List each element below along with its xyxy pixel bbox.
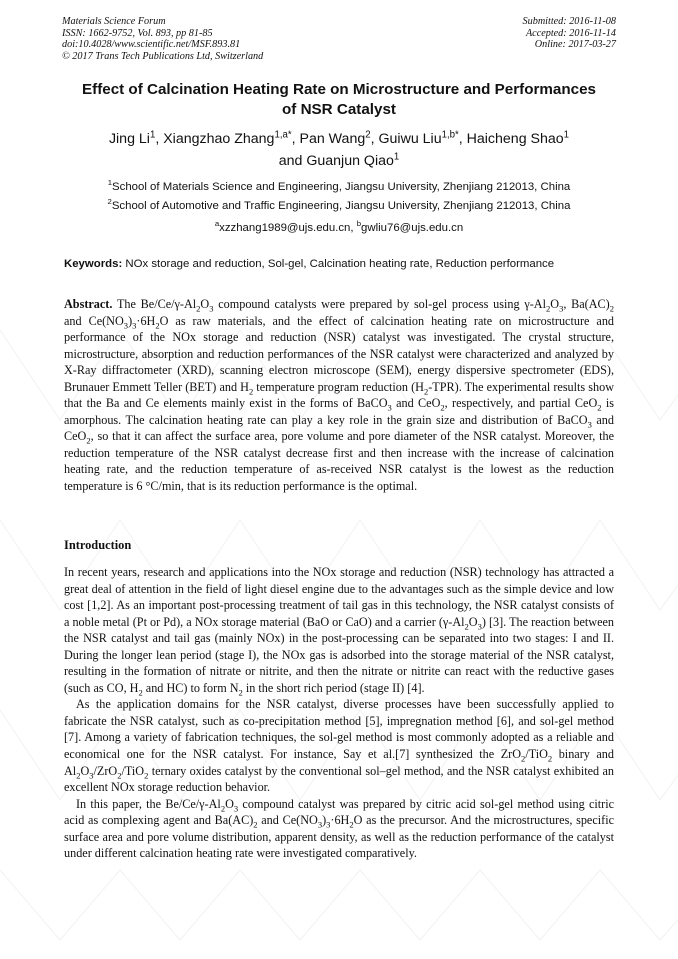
keywords (64, 258, 624, 270)
journal-name: Materials Science Forum (62, 16, 166, 27)
author-conjunction: and (278, 153, 303, 169)
affil-text: School of Automotive and Traffic Engineering, Jiangsu University, Zhenjiang 212013, China (111, 200, 571, 212)
paper-title (40, 80, 638, 120)
keywords-label: Keywords: (64, 258, 123, 270)
author-name: Pan Wang (299, 131, 366, 147)
author-name: Xiangzhao Zhang (163, 131, 275, 147)
author-name: Haicheng Shao (466, 131, 564, 147)
author-affil-mark: 1 (563, 129, 570, 141)
submitted-date: Submitted: 2016-11-08 (522, 16, 616, 27)
affil-number: 2 (107, 197, 112, 207)
email-a[interactable]: xzzhang1989@ujs.edu.cn, (219, 222, 354, 234)
copyright-line: © 2017 Trans Tech Publications Ltd, Switzerland (62, 50, 264, 62)
issn-line: ISSN: 1662-9752, Vol. 893, pp 81-85 (62, 27, 213, 39)
accepted-date: Accepted: 2016-11-14 (525, 27, 616, 39)
email-line (40, 220, 638, 236)
author-affil-mark: 2 (365, 129, 371, 141)
author-list: Jing Li$^1$, Xiangzhao Zhang$^{1,a*}$, Pan Wang$^2$, Guiwu Liu$^{1,b*}$, Haicheng Shao$^1$ and Guanjun Qiao$^1$ (108, 129, 570, 169)
journal-header (62, 16, 263, 62)
author-name: Guanjun Qiao (306, 153, 394, 169)
affiliation-2 (40, 198, 638, 214)
author-affil-mark: 1 (393, 151, 400, 163)
dates-header (523, 16, 616, 51)
title-line-2: of NSR Catalyst (282, 101, 396, 118)
intro-paragraph-2: As the application domains for the NSR catalyst, diverse processes have been successfully applied to fabricate the NSR catalyst, such as co-precipitation method [5], impregnation method [6], and sol-gel method [7]. Among a variety of fabrication techniques, the sol-gel method is most commonly adopted as a reliable and economical one for the NSR catalyst. For instance, Say et al.[7] synthesized the ZrO$_2$/TiO$_2$ binary and $Al_2O_3/ZrO_2/TiO_2$ ternary oxides catalyst by the conventional sol–gel method, and the NSR catalyst exhibited an excellent NOx storage reduction behavior. (64, 697, 614, 795)
doi-link[interactable]: doi:10.4028/www.scientific.net/MSF.893.81 (62, 39, 241, 50)
affil-number: 1 (107, 178, 113, 188)
online-date: Online: 2017-03-27 (534, 39, 616, 50)
abstract-label: Abstract. (64, 297, 113, 311)
author-affil-mark: 1,b* (441, 129, 459, 141)
affiliation-1 (40, 179, 638, 195)
section-heading-introduction: Introduction (64, 538, 132, 552)
email-mark: b (356, 219, 362, 229)
author-affil-mark: 1 (149, 129, 156, 141)
introduction-body (64, 564, 614, 862)
author-name: Guiwu Liu (378, 131, 442, 147)
intro-paragraph-1: In recent years, research and applications into the NOx storage and reduction (NSR) technology has attracted a great deal of attention in the field of light diesel engine due to the advantages such as the simple device and low cost [1,2]. As an important post-processing treatment of tail gas in this technology, the NSR catalyst consists of a noble metal (Pt or Pd), a NOx storage material (BaO or CaO) and a carrier $(\gamma-Al_2O_3)$ [3]. The reaction between the NSR catalyst and tail gas (mainly NOx) in the post-processing can be separated into two stages: I and II. During the longer lean period (stage I), the NOx gas is adsorbed into the storage material of the NSR catalyst, resulting in the formation of nitrate or nitrite, and then the nitrate or nitrite can react with the reductive gases (such as CO, $H_2$ and HC) to form $N_2$ in the short rich period (stage II) [4]. (64, 565, 614, 698)
intro-paragraph-3: In this paper, the $Be/Ce/\gamma-Al_2O_3$ compound catalyst was prepared by citric acid sol-gel method using citric acid as complexing agent and $Ba(AC)_2$ and $Ce(NO_3)_3\cdot 6H_2O$ as the precursor. And the microstructures, specific surface area and pore volume distribution, apparent density, as well as the reduction performance of the catalyst under different calcination heating rate were investigated comparatively. (64, 796, 614, 861)
abstract: Abstract. The $Be/Ce/\gamma-Al_2O_3$ compound catalysts were prepared by sol-gel process using $\gamma-Al_2O_3$, $Ba(AC)_2$ and $Ce(NO_3)_3\cdot 6H_2O$ as raw materials, and the effect of calcination heating rate on microstructure and performance of the NOx storage and reduction (NSR) catalyst was investigated. The crystal structure, microstructure, absorption and reduction performances of the NSR catalyst were characterized and analyzed by X-Ray diffractometer (XRD), scanning electron microscope (SEM), energy dispersive spectrometer (EDS), Brunauer Emmett Teller (BET) and $H_2$ temperature program reduction $(H_2-TPR)$. The experimental results show that the Ba and Ce elements mainly exist in the forms of BaCO$_3$ and CeO$_2$, respectively, and partial CeO$_2$ is amorphous. The calcination heating rate can play a key role in the grain size and distribution of BaCO$_3$ and CeO$_2$, so that it can affect the surface area, pore volume and pore diameter of the NSR catalyst. Moreover, the reduction temperature of the NSR catalyst decrease first and then increase with the increase of calcination heating rate, and the reduction temperature of as-received NSR catalyst is the lowest as the reduction temperature is 6 °C/min, that is its reduction performance is the optimal. (64, 297, 615, 494)
author-affil-mark: 1,a* (274, 129, 292, 141)
keywords-text: NOx storage and reduction, Sol-gel, Calcination heating rate, Reduction performance (122, 258, 555, 270)
affil-text: School of Materials Science and Engineering, Jiangsu University, Zhenjiang 212013, China (112, 181, 571, 193)
author-name: Jing Li (108, 131, 150, 147)
email-b[interactable]: gwliu76@ujs.edu.cn (361, 222, 464, 234)
title-line-1: Effect of Calcination Heating Rate on Microstructure and Performances (82, 81, 596, 98)
email-mark: a (214, 219, 220, 229)
